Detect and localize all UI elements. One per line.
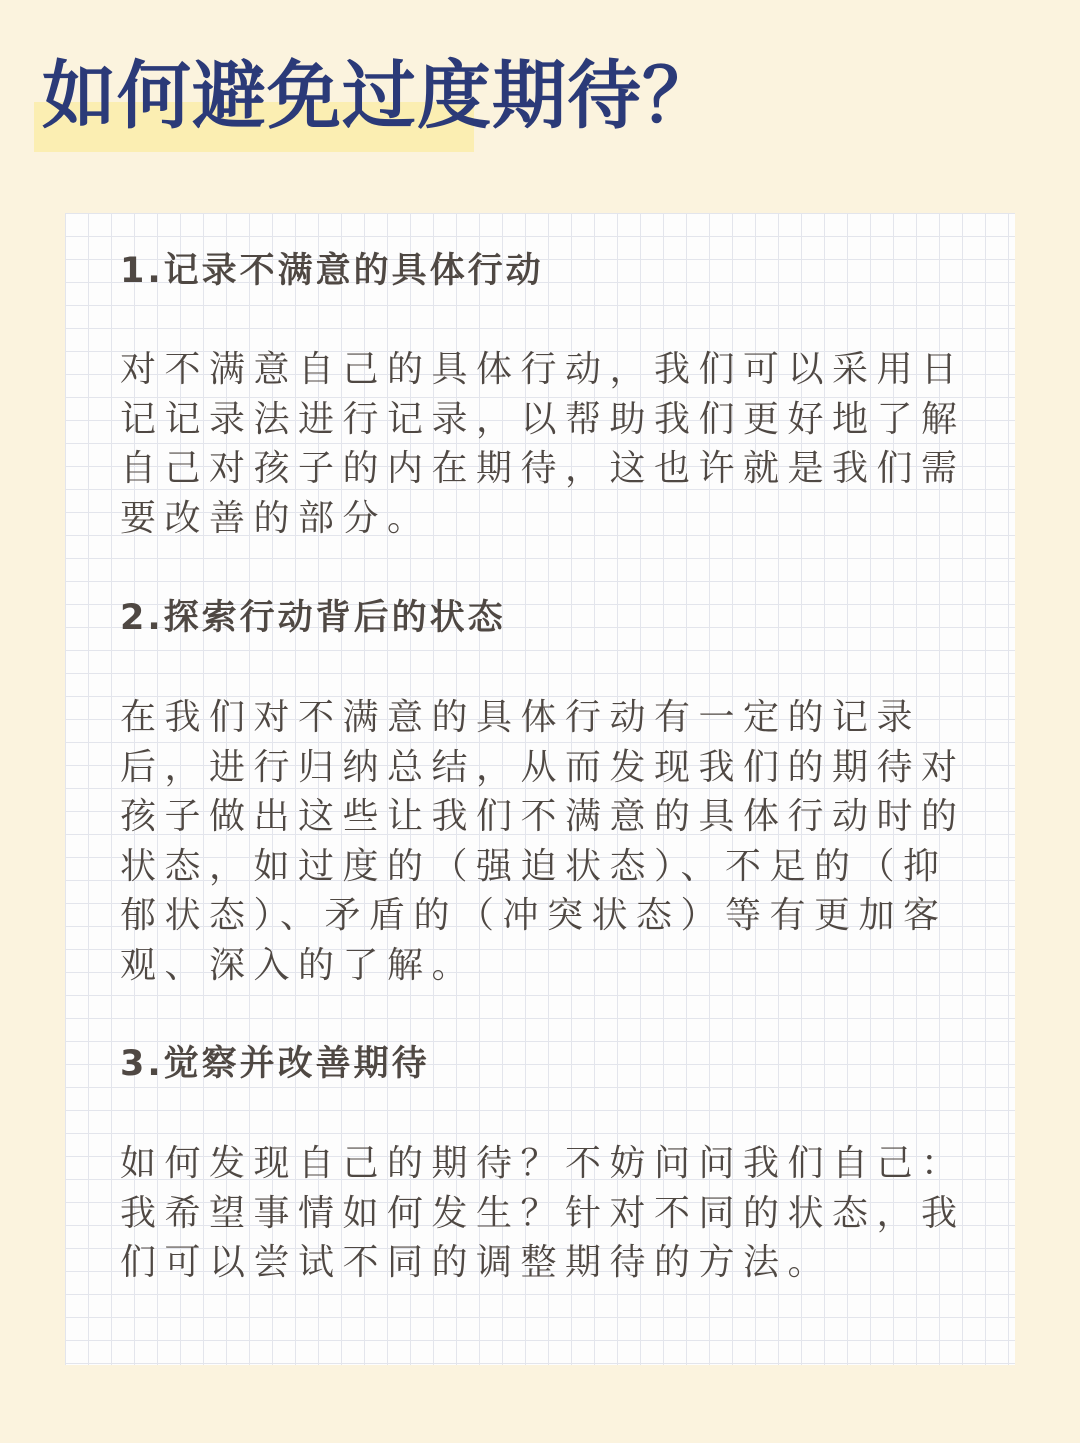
- section-3-body: 如何发现自己的期待？不妨问问我们自己：我希望事情如何发生？针对不同的状态，我们可以尝试不同的调整期待的方法。: [120, 1143, 966, 1283]
- section-3-heading: 3.觉察并改善期待: [120, 1044, 430, 1084]
- page-title: 如何避免过度期待？: [42, 53, 717, 139]
- section-2-heading: 2.探索行动背后的状态: [120, 598, 506, 638]
- title-block: [34, 48, 717, 154]
- section-2-body: 在我们对不满意的具体行动有一定的记录后，进行归纳总结，从而发现我们的期待对孩子做出这些让我们不满意的具体行动时的状态，如过度的（强迫状态）、不足的（抑郁状态）、矛盾的（冲突状态）等有更加客观、深入的了解。: [120, 697, 966, 986]
- section-1-body: 对不满意自己的具体行动，我们可以采用日记记录法进行记录，以帮助我们更好地了解自己对孩子的内在期待，这也许就是我们需要改善的部分。: [120, 349, 966, 539]
- content-card: [65, 213, 1015, 1365]
- section-1-heading: 1.记录不满意的具体行动: [120, 251, 544, 291]
